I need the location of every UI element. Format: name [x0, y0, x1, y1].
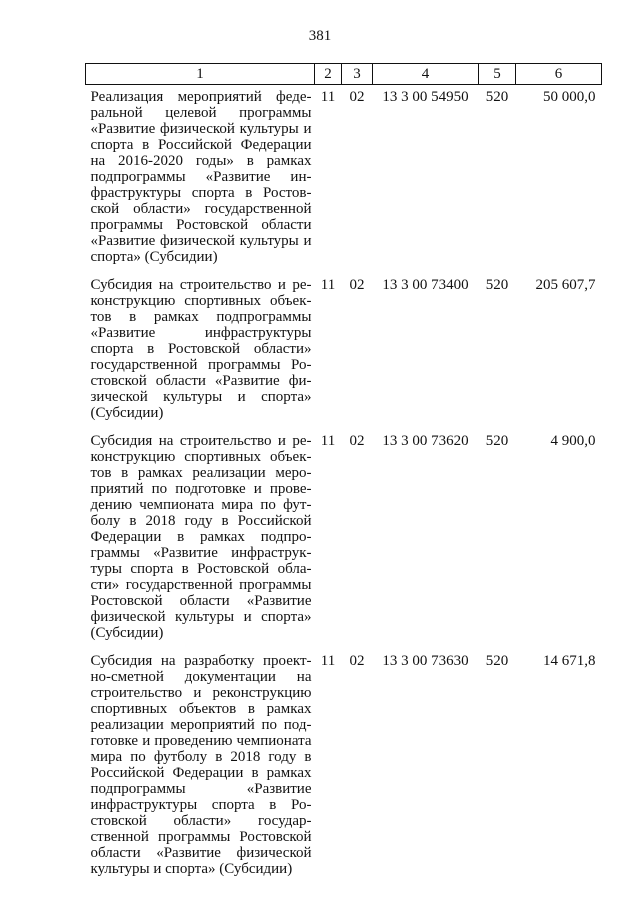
- page-number: 381: [308, 28, 332, 44]
- row-expense-type: 520: [485, 89, 509, 105]
- row-subsection: 02: [349, 277, 365, 293]
- row-description: Субсидия на разработку проектно-сметной документации на строительство и реконструкцию спортивных объектов в рамках реализации мероприятий по подготовке и проведению чемпионата мира по футболу в 2018 году в Российской Федерации в рамках подпрограммы «Развитие инфраструктуры спорта в Ростовской области» государственной программы Ростовской области «Развитие физической культуры и спорта» (Субсидии): [90, 653, 312, 877]
- row-target-article: 13 3 00 73620: [382, 433, 469, 449]
- row-amount: 205 607,7: [535, 277, 596, 293]
- row-amount: 4 900,0: [550, 433, 596, 449]
- row-amount: 14 671,8: [543, 653, 596, 669]
- row-subsection: 02: [349, 433, 365, 449]
- row-section: 11: [320, 653, 336, 669]
- table-body: [86, 85, 602, 886]
- row-amount: 50 000,0: [543, 89, 596, 105]
- header-col-4: 4: [373, 64, 479, 85]
- header-col-6: 6: [516, 64, 602, 85]
- table-row: [86, 649, 602, 885]
- header-col-1: 1: [86, 64, 315, 85]
- budget-table: [85, 63, 602, 885]
- table-row: [86, 429, 602, 649]
- table-row: [86, 273, 602, 429]
- row-description: Субсидия на строительство и реконструкцию спортивных объектов в рамках подпрограммы «Развитие инфраструктуры спорта в Ростовской области» государственной программы Ростовской области «Развитие физической культуры и спорта» (Субсидии): [90, 277, 312, 421]
- row-section: 11: [320, 89, 336, 105]
- table-row: [86, 85, 602, 274]
- row-expense-type: 520: [485, 277, 509, 293]
- row-target-article: 13 3 00 73400: [382, 277, 469, 293]
- header-col-5: 5: [479, 64, 516, 85]
- row-description: Реализация мероприятий федеральной целевой программы «Развитие физической культуры и спорта в Российской Федерации на 2016-2020 годы» в рамках подпрограммы «Развитие инфраструктуры спорта в Ростовской области» государственной программы Ростовской области «Развитие физической культуры и спорта» (Субсидии): [90, 89, 312, 265]
- row-subsection: 02: [349, 653, 365, 669]
- row-section: 11: [320, 277, 336, 293]
- table-header: [86, 64, 602, 85]
- row-expense-type: 520: [485, 433, 509, 449]
- row-expense-type: 520: [485, 653, 509, 669]
- row-description: Субсидия на строительство и реконструкцию спортивных объектов в рамках реализации мероприятий по подготовке и проведению чемпионата мира по футболу в 2018 году в Российской Федерации в рамках подпрограммы «Развитие инфраструктуры спорта в Ростовской области» государственной программы Ростовской области «Развитие физической культуры и спорта» (Субсидии): [90, 433, 312, 641]
- row-section: 11: [320, 433, 336, 449]
- header-col-3: 3: [342, 64, 373, 85]
- row-target-article: 13 3 00 54950: [382, 89, 469, 105]
- row-target-article: 13 3 00 73630: [382, 653, 469, 669]
- row-subsection: 02: [349, 89, 365, 105]
- header-row: [86, 64, 602, 85]
- header-col-2: 2: [315, 64, 342, 85]
